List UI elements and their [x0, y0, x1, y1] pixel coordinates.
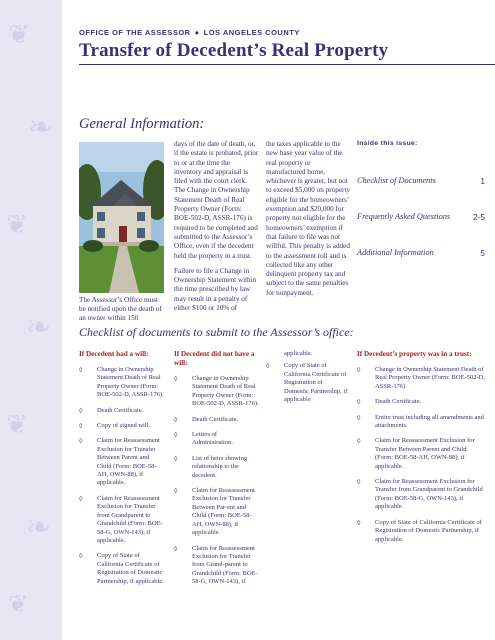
photo-caption: The Assessor’s Office must be notified upon the death of an owner within 150	[79, 296, 162, 322]
house-photo-illustration	[79, 142, 164, 293]
item-text: Death Certificate.	[375, 398, 422, 406]
diamond-bullet-icon: ◊	[357, 366, 361, 374]
item-text: Entire trust including all amendments and attachments.	[375, 413, 484, 430]
diamond-bullet-icon: ◊	[174, 431, 178, 440]
column-heading: If Decedent’s property was in a trust:	[357, 350, 472, 358]
list-item	[174, 545, 259, 587]
toc-item[interactable]	[357, 212, 485, 222]
diamond-bullet-icon: ◊	[79, 494, 83, 503]
column-heading: If Decedent did not have a will:	[174, 350, 255, 367]
item-text: Copy of signed will.	[97, 422, 151, 430]
list-item	[357, 398, 485, 406]
list-item	[174, 416, 259, 424]
flourish-icon: ❧	[26, 510, 52, 545]
item-text: Claim for Reassessment Exclusion for Transfer Between Par-ent and Child (Form: BOE-58-AH, OWN-88), if applicable.	[192, 487, 255, 537]
item-text: Claim for Reassessment Exclusion for Transfer from Grandparent to Grandchild (Form: BOE-58-G, OWN-143), if applicable.	[375, 478, 483, 511]
item-text: Claim for Reassessment Exclusion for Transfer Between Parent and Child (Form: BOE-58-AH, OWN-88), if applicable.	[375, 437, 475, 470]
page-title: Transfer of Decedent’s Real Property	[79, 40, 389, 61]
diamond-bullet-icon: ◊	[79, 422, 83, 431]
list-item	[357, 414, 485, 431]
toc-label: Checklist of Documents	[357, 176, 436, 185]
inside-this-issue	[357, 140, 495, 258]
item-text: Claim for Reassessment Exclusion for Transfer from Grandparent to Grandchild (Form: BOE-58-G, OWN-143), if applicable.	[97, 494, 163, 544]
diamond-bullet-icon: ◊	[174, 544, 178, 553]
flourish-icon: ❧	[28, 110, 54, 145]
checklist-column-trust	[357, 350, 485, 551]
diamond-bullet-icon: ◊	[174, 487, 178, 496]
county-name: LOS ANGELES COUNTY	[203, 28, 300, 37]
toc-item[interactable]	[357, 248, 495, 258]
item-text: Letters of Administration.	[192, 431, 233, 447]
list-item	[357, 519, 485, 544]
general-column-2	[174, 140, 259, 319]
checklist-heading: Checklist of documents to submit to the Assessor’s office:	[79, 325, 354, 339]
flourish-icon: ❦	[8, 20, 30, 50]
list-item	[357, 366, 485, 391]
diamond-bullet-icon: ◊	[79, 366, 83, 374]
toc-page: 2-5	[473, 212, 485, 222]
item-text: Change in Ownership Statement Death of Real Property Owner (Form: BOE-502-D, ASSR-176).	[97, 366, 164, 399]
diamond-bullet-icon: ◊	[357, 398, 361, 407]
checklist-column-will	[79, 350, 164, 593]
list-item	[357, 437, 485, 471]
flourish-icon: ❦	[6, 210, 28, 240]
diamond-bullet-icon: ◊	[79, 437, 83, 446]
general-column-3	[266, 140, 351, 304]
item-text: Claim for Reassessment Exclusion for Transfer from Grand-parent to Grandchild (Form: BOE-58-G, OWN-143), if	[192, 544, 258, 586]
item-text: Death Certificate.	[192, 415, 239, 423]
paragraph: the taxes applicable to the new base year value of the real property or manufactured home, whichever is greater, but not to exceed $5,000 on property eligible for the homeowners’ exemption and $20,000 for property not eligible for the homeowners’ exemption if that failure to file was not willful. This penalty is added to the assessment roll and is collected like any other delinquent property tax and subject to the same penalties for nonpayment.	[266, 140, 351, 297]
item-text: Death Certificate.	[97, 406, 144, 414]
paragraph: Failure to file a Change in Ownership Statement within the time prescribed by law may result in a penalty of either $100 or 10% of	[174, 266, 257, 313]
office-line	[79, 28, 495, 37]
diamond-bullet-icon: ◊	[174, 375, 178, 383]
flourish-icon: ❧	[26, 310, 52, 345]
house-photo	[79, 142, 164, 293]
flourish-icon: ❦	[8, 590, 29, 618]
item-text: Change in Ownership Statement Death of Real Property Owner (Form: BOE-502-D, ASSR-176).	[375, 366, 485, 390]
item-text: List of heirs showing relationship to the decedent.	[192, 454, 248, 479]
toc-page: 5	[480, 248, 485, 258]
list-item	[174, 375, 259, 409]
diamond-bullet-icon: ◊	[79, 552, 83, 561]
diamond-bullet-icon: ◊	[357, 413, 361, 422]
item-text: Copy of State of California Certificate of Registration of Domestic Partnership, if applicable	[284, 362, 348, 404]
toc-page: 1	[480, 176, 485, 186]
diamond-bullet-icon: ◊	[357, 518, 361, 527]
item-text: Copy of State of California Certificate of Registration of Domestic Partnership, if applicable.	[375, 518, 482, 543]
flourish-icon: ❦	[6, 410, 28, 440]
header-divider	[79, 64, 495, 65]
list-item	[79, 495, 164, 545]
diamond-bullet-icon: ◊	[357, 478, 361, 487]
paragraph: days of the date of death, or, if the estate is probated, prior to or at the time the inventory and appraisal is filed with the court clerk. The Change in Ownership Statement Death of Real Property Owner (Form: BOE-502-D, ASSR-176) is required to be completed and submitted to the Assessor’s Office, even if the decedent held the property in a trust.	[174, 140, 259, 260]
diamond-bullet-icon: ◊	[79, 406, 83, 415]
diamond-bullet-icon: ◊	[357, 437, 361, 446]
newsletter-header	[79, 28, 495, 62]
office-name: OFFICE OF THE ASSESSOR	[79, 28, 191, 37]
list-item	[79, 552, 164, 586]
list-item	[174, 487, 259, 537]
inside-title: Inside this issue:	[357, 140, 418, 147]
bullet-dot-icon: ●	[194, 28, 200, 37]
diamond-bullet-icon: ◊	[266, 362, 270, 371]
toc-label: Frequently Asked Questions	[357, 212, 451, 221]
list-item	[79, 407, 164, 415]
checklist-column-no-will	[174, 350, 259, 594]
list-item	[174, 455, 259, 480]
checklist-column-continued	[266, 350, 348, 411]
item-text: Claim for Reassessment Exclusion for Transfer Between Parent and Child (Form: BOE-58-AH, OWN-88), if applicable.	[97, 437, 160, 487]
column-heading: If Decedent had a will:	[79, 350, 149, 358]
list-item	[357, 478, 485, 512]
decorative-sidebar	[0, 0, 62, 640]
list-item	[174, 431, 259, 448]
general-heading: General Information:	[79, 116, 205, 132]
toc-item[interactable]	[357, 176, 495, 186]
item-text: Copy of State of California Certificate of Registration of Domestic Partnership, if applicable.	[97, 552, 164, 585]
list-item	[79, 422, 164, 430]
continued-text: applicable.	[284, 350, 313, 357]
toc-label: Additional Information	[357, 248, 434, 257]
list-item	[79, 437, 164, 487]
list-item	[266, 362, 348, 404]
diamond-bullet-icon: ◊	[174, 454, 178, 463]
diamond-bullet-icon: ◊	[174, 415, 178, 424]
list-item	[79, 366, 164, 400]
item-text: Change in Ownership Statement Death of Real Property Owner (Form: BOE-502-D, ASSR-176).	[192, 375, 259, 408]
